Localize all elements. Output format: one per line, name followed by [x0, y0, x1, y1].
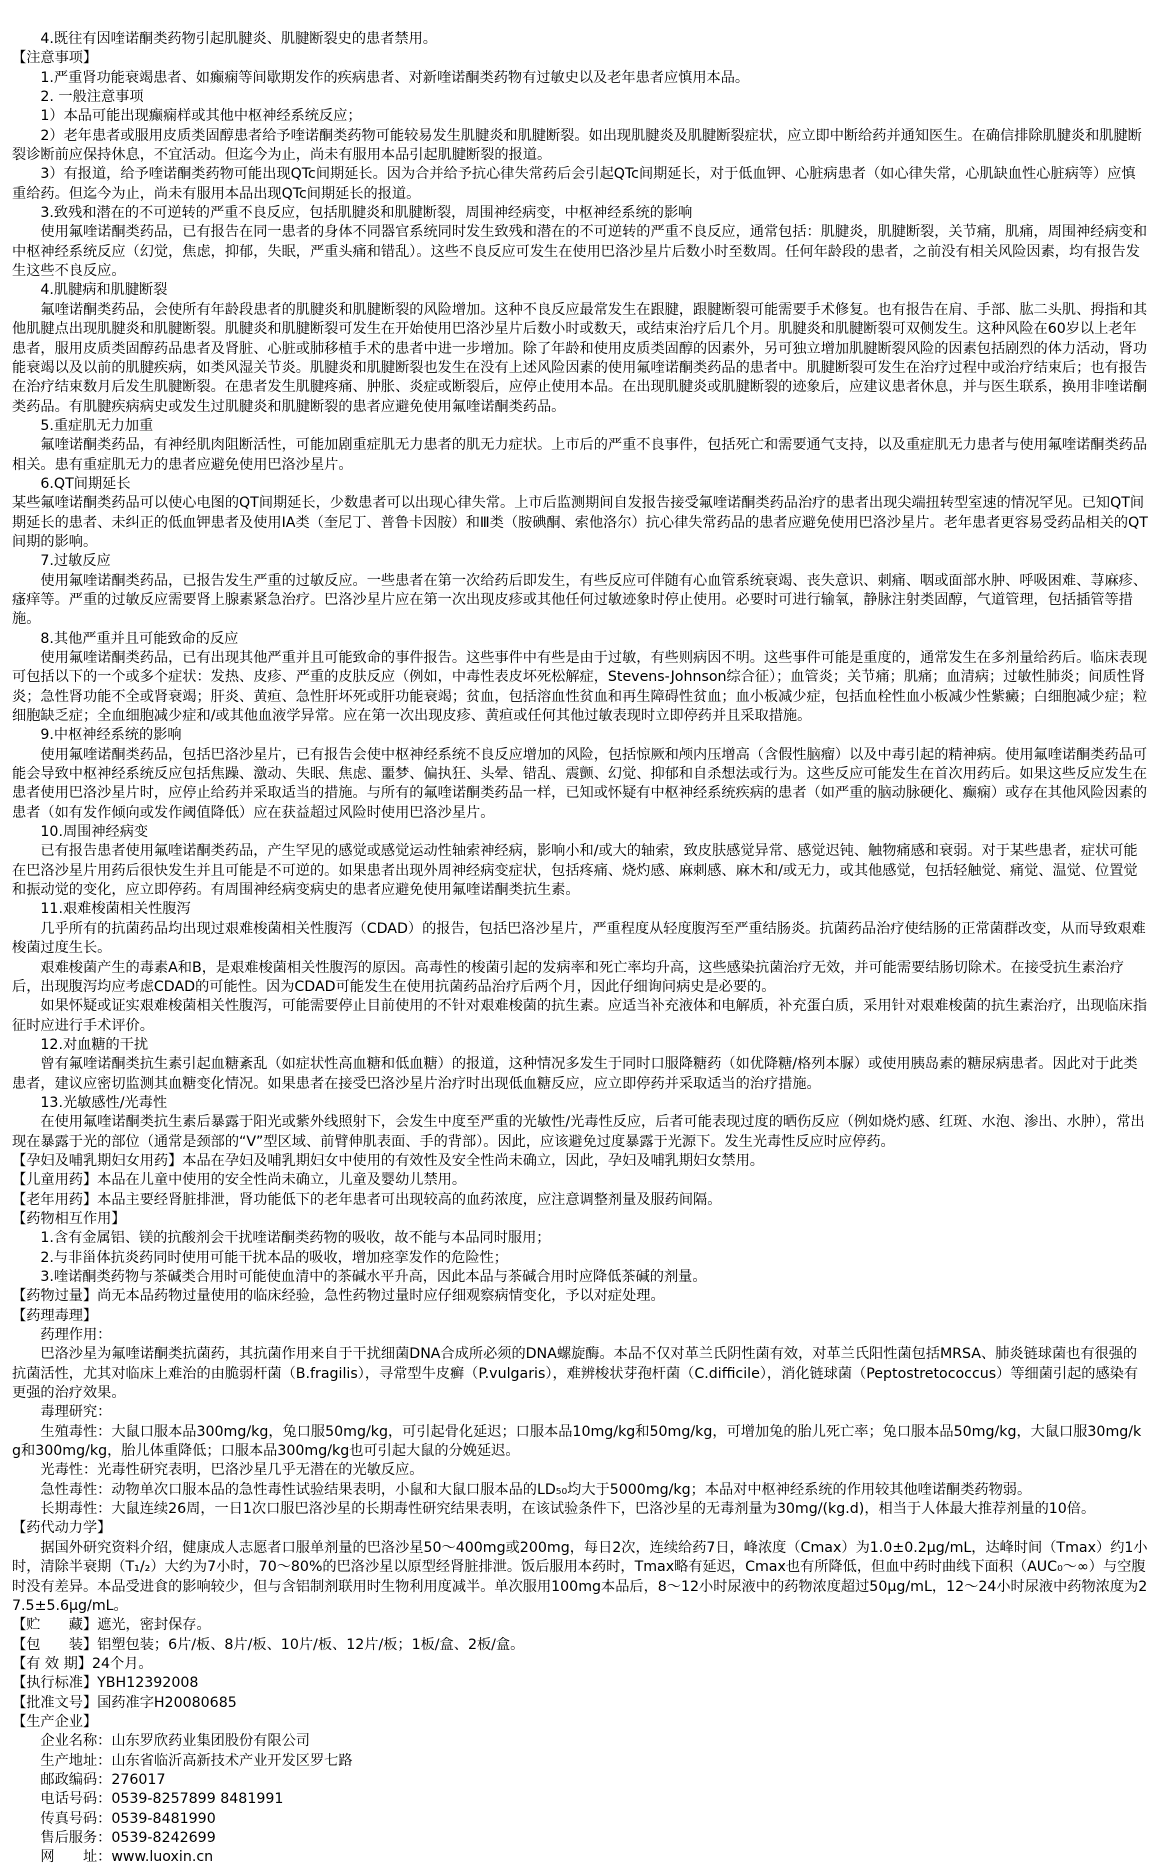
- paragraph: 3.致残和潜在的不可逆转的严重不良反应，包括肌腱炎和肌腱断裂，周围神经病变，中枢神经系统的影响: [40, 205, 693, 222]
- paragraph: 5.重症肌无力加重: [40, 417, 154, 434]
- paragraph: 2. 一般注意事项: [40, 89, 144, 106]
- section-header: 【贮 藏】遮光，密封保存。: [12, 1617, 211, 1634]
- paragraph: 氟喹诺酮类药品，会使所有年龄段患者的肌腱炎和肌腱断裂的风险增加。这种不良反应最常发生在跟腱，跟腱断裂可能需要手术修复。也有报告在肩、手部、肱二头肌、拇指和其他肌腱点出现肌腱炎和肌腱断裂。肌腱炎和肌腱断裂可发生在开始使用巴洛沙星片后数小时或数天，或结束治疗后几个月。肌腱炎和肌腱断裂可双侧发生。这种风险在60岁以上老年患者，服用皮质类固醇药品患者及肾脏、心脏或肺移植手术的患者中进一步增加。除了年龄和使用皮质类固醇的因素外，另可独立增加肌腱断裂风险的因素包括剧烈的体力活动，肾功能衰竭以及以前的肌腱疾病，如类风湿关节炎。肌腱炎和肌腱断裂也发生在没有上述风险因素的使用氟喹诺酮类药品的患者中。肌腱断裂可发生在治疗过程中或治疗结束后；也有报告在治疗结束数月后发生肌腱断裂。在患者发生肌腱疼痛、肿胀、炎症或断裂后，应停止使用本品。在出现肌腱炎或肌腱断裂的迹象后，应建议患者休息，并与医生联系，换用非喹诺酮类药品。有肌腱疾病病史或发生过肌腱炎和肌腱断裂的患者应避免使用氟喹诺酮类药品。: [12, 301, 1148, 415]
- paragraph: 生产地址：山东省临沂高新技术产业开发区罗七路: [40, 1752, 353, 1769]
- section-header: 【药代动力学】: [12, 1520, 112, 1537]
- paragraph: 传真号码：0539-8481990: [40, 1810, 216, 1827]
- paragraph: 1.含有金属铝、镁的抗酸剂会干扰喹诺酮类药物的吸收，故不能与本品同时服用；: [40, 1230, 551, 1247]
- paragraph: 8.其他严重并且可能致命的反应: [40, 630, 239, 647]
- paragraph: 急性毒性：动物单次口服本品的急性毒性试验结果表明，小鼠和大鼠口服本品的LD₅₀均大于5000mg/kg；本品对中枢神经系统的作用较其他喹诺酮类药物弱。: [40, 1481, 1032, 1498]
- paragraph: 11.艰难梭菌相关性腹泻: [40, 901, 191, 918]
- paragraph: 电话号码：0539-8257899 8481991: [40, 1791, 284, 1808]
- paragraph: 某些氟喹诺酮类药品可以使心电图的QT间期延长，少数患者可以出现心律失常。上市后监测期间自发报告接受氟喹诺酮类药品治疗的患者出现尖端扭转型室速的情况罕见。已知QT间期延长的患者、未纠正的低血钾患者及使用IA类（奎尼丁、普鲁卡因胺）和Ⅲ类（胺碘酮、索他洛尔）抗心律失常药品的患者应避免使用巴洛沙星片。老年患者更容易受药品相关的QT间期的影响。: [12, 495, 1148, 550]
- paragraph: 氟喹诺酮类药品，有神经肌肉阻断活性，可能加剧重症肌无力患者的肌无力症状。上市后的严重不良事件，包括死亡和需要通气支持，以及重症肌无力患者与使用氟喹诺酮类药品相关。患有重症肌无力的患者应避免使用巴洛沙星片。: [12, 437, 1148, 473]
- paragraph: 2.与非甾体抗炎药同时使用可能干扰本品的吸收，增加痉挛发作的危险性；: [40, 1249, 508, 1266]
- paragraph: 1）本品可能出现癫痫样或其他中枢神经系统反应；: [40, 108, 362, 125]
- paragraph: 使用氟喹诺酮类药品，已有出现其他严重并且可能致命的事件报告。这些事件中有些是由于过敏，有些则病因不明。这些事件可能是重度的，通常发生在多剂量给药后。临床表现可包括以下的一个或多个症状：发热、皮疹、严重的皮肤反应（例如，中毒性表皮坏死松解症，Stevens-Johnson综合征）；血管炎；关节痛；肌痛；血清病；过敏性肺炎；间质性肾炎；急性肾功能不全或肾衰竭；肝炎、黄疸、急性肝坏死或肝功能衰竭；贫血，包括溶血性贫血和再生障碍性贫血；血小板减少症，包括血栓性血小板减少性紫癜；白细胞减少症；粒细胞缺乏症；全血细胞减少症和/或其他血液学异常。应在第一次出现皮疹、黄疸或任何其他过敏表现时立即停药并且采取措施。: [12, 650, 1148, 725]
- paragraph: 网 址：www.luoxin.cn: [40, 1849, 214, 1866]
- paragraph: 使用氟喹诺酮类药品，已有报告在同一患者的身体不同器官系统同时发生致残和潜在的不可逆转的严重不良反应，通常包括：肌腱炎，肌腱断裂，关节痛，肌痛，周围神经病变和中枢神经系统反应（幻觉，焦虑，抑郁，失眠，严重头痛和错乱）。这些不良反应可发生在使用巴洛沙星片后数小时至数周。任何年龄段的患者，之前没有相关风险因素，均有报告发生这些不良反应。: [12, 224, 1148, 280]
- section-header: 【老年用药】本品主要经肾脏排泄，肾功能低下的老年患者可出现较高的血药浓度，应注意调整剂量及服药间隔。: [12, 1191, 722, 1208]
- section-header: 【药理毒理】: [12, 1307, 98, 1324]
- paragraph: 企业名称：山东罗欣药业集团股份有限公司: [40, 1733, 310, 1750]
- paragraph: 1.严重肾功能衰竭患者、如癫痫等间歇期发作的疾病患者、对新喹诺酮类药物有过敏史以及老年患者应慎用本品。: [40, 69, 750, 86]
- section-header: 【有 效 期】24个月。: [12, 1655, 153, 1672]
- paragraph: 10.周围神经病变: [40, 824, 149, 841]
- paragraph: 售后服务：0539-8242699: [40, 1829, 216, 1846]
- section-header: 【批准文号】国药准字H20080685: [12, 1694, 237, 1711]
- paragraph: 3.喹诺酮类药物与茶碱类合用时可能使血清中的茶碱水平升高，因此本品与茶碱合用时应降低茶碱的剂量。: [40, 1269, 707, 1285]
- paragraph: 13.光敏感性/光毒性: [40, 1094, 168, 1111]
- paragraph: 邮政编码：276017: [40, 1771, 166, 1788]
- paragraph: 药理作用：: [40, 1327, 112, 1344]
- paragraph: 使用氟喹诺酮类药品，包括巴洛沙星片，已有报告会使中枢神经系统不良反应增加的风险，包括惊厥和颅内压增高（含假性脑瘤）以及中毒引起的精神病。使用氟喹诺酮类药品可能会导致中枢神经系统反应包括焦躁、激动、失眠、焦虑、噩梦、偏执狂、头晕、错乱、震颤、幻觉、抑郁和自杀想法或行为。这些反应可能发生在首次用药后。如果这些反应发生在患者使用巴洛沙星片时，应停止给药并采取适当的措施。与所有的氟喹诺酮类药品一样，已知或怀疑有中枢神经系统疾病的患者（如严重的脑动脉硬化、癫痫）或存在其他风险因素的患者（如有发作倾向或发作阈值降低）应在获益超过风险时使用巴洛沙星片。: [12, 746, 1148, 821]
- section-header: 【执行标准】YBH12392008: [12, 1675, 199, 1692]
- paragraph: 艰难梭菌产生的毒素A和B，是艰难梭菌相关性腹泻的原因。高毒性的梭菌引起的发病率和死亡率均升高，这些感染抗菌治疗无效，并可能需要结肠切除术。在接受抗生素治疗后，出现腹泻均应考虑CDAD的可能性。因为CDAD可能发生在使用抗菌药品治疗后两个月，因此仔细询问病史是必要的。: [12, 959, 1124, 995]
- paragraph: 生殖毒性：大鼠口服本品300mg/kg，兔口服50mg/kg，可引起骨化延迟；口服本品10mg/kg和50mg/kg，可增加兔的胎儿死亡率；兔口服本品50mg/kg，大鼠口服30mg/kg和300mg/kg，胎儿体重降低；口服本品300mg/kg也可引起大鼠的分娩延迟。: [12, 1423, 1142, 1460]
- paragraph: 已有报告患者使用氟喹诺酮类药品，产生罕见的感觉或感觉运动性轴索神经病，影响小和/或大的轴索，致皮肤感觉异常、感觉迟钝、触物痛感和衰弱。对于某些患者，症状可能在巴洛沙星片用药后很快发生并且可能是不可逆的。如果患者出现外周神经病变症状，包括疼痛、烧灼感、麻刺感、麻木和/或无力，或其他感觉，包括轻触觉、痛觉、温觉、位置觉和振动觉的变化，应立即停药。有周围神经病变病史的患者应避免使用氟喹诺酮类抗生素。: [12, 843, 1138, 899]
- paragraph: 2）老年患者或服用皮质类固醇患者给予喹诺酮类药物可能较易发生肌腱炎和肌腱断裂。如出现肌腱炎及肌腱断裂症状，应立即中断给药并通知医生。在确信排除肌腱炎和肌腱断裂诊断前应保持休息，不宜活动。但迄今为止，尚未有服用本品引起肌腱断裂的报道。: [12, 127, 1142, 164]
- paragraph: 在使用氟喹诺酮类抗生素后暴露于阳光或紫外线照射下，会发生中度至严重的光敏性/光毒性反应，后者可能表现过度的晒伤反应（例如烧灼感、红斑、水泡、渗出、水肿），常出现在暴露于光的部位（通常是颈部的“V”型区域、前臂伸肌表面、手的背部）。因此，应该避免过度暴露于光源下。发生光毒性反应时应停药。: [12, 1114, 1145, 1150]
- paragraph: 巴洛沙星为氟喹诺酮类抗菌药，其抗菌作用来自于干扰细菌DNA合成所必须的DNA螺旋酶。本品不仅对革兰氏阴性菌有效，对革兰氏阳性菌包括MRSA、肺炎链球菌也有很强的抗菌活性，尤其对临床上难治的由脆弱杆菌（B.fragilis），寻常型牛皮癣（P.vulgaris），难辨梭状芽孢杆菌（C.difficile），消化链球菌（Peptostretococcus）等细菌引起的感染有更强的治疗效果。: [12, 1346, 1139, 1402]
- section-header: 【注意事项】: [12, 50, 98, 67]
- section-header: 【孕妇及哺乳期妇女用药】本品在孕妇及哺乳期妇女中使用的有效性及安全性尚未确立，因此，孕妇及哺乳期妇女禁用。: [12, 1152, 764, 1169]
- paragraph: 如果怀疑或证实艰难梭菌相关性腹泻，可能需要停止目前使用的不针对艰难梭菌的抗生素。应适当补充液体和电解质，补充蛋白质，采用针对艰难梭菌的抗生素治疗，出现临床指征时应进行手术评价。: [12, 998, 1148, 1034]
- paragraph: 曾有氟喹诺酮类抗生素引起血糖紊乱（如症状性高血糖和低血糖）的报道，这种情况多发生于同时口服降糖药（如优降糖/格列本脲）或使用胰岛素的糖尿病患者。因此对于此类患者，建议应密切监测其血糖变化情况。如果患者在接受巴洛沙星片治疗时出现低血糖反应，应立即停药并采取适当的治疗措施。: [12, 1056, 1138, 1092]
- paragraph: 长期毒性：大鼠连续26周，一日1次口服巴洛沙星的长期毒性研究结果表明，在该试验条件下，巴洛沙星的无毒剂量为30mg/(kg.d)，相当于人体最大推荐剂量的10倍。: [40, 1501, 1096, 1518]
- paragraph: 12.对血糖的干扰: [40, 1036, 149, 1053]
- paragraph: 毒理研究：: [40, 1404, 112, 1421]
- paragraph: 3）有报道，给予喹诺酮类药物可能出现QTc间期延长。因为合并给予抗心律失常药后会引起QTc间期延长，对于低血钾、心脏病患者（如心律失常，心肌缺血性心脏病等）应慎重给药。但迄今为止，尚未有服用本品出现QTc间期延长的报道。: [12, 166, 1136, 202]
- paragraph: 使用氟喹诺酮类药品，已报告发生严重的过敏反应。一些患者在第一次给药后即发生，有些反应可伴随有心血管系统衰竭、丧失意识、刺痛、咽或面部水肿、呼吸困难、荨麻疹、瘙痒等。严重的过敏反应需要肾上腺素紧急治疗。巴洛沙星片应在第一次出现皮疹或其他任何过敏迹象时停止使用。必要时可进行输氧，静脉注射类固醇，气道管理，包括插管等措施。: [12, 572, 1148, 628]
- paragraph: 几乎所有的抗菌药品均出现过艰难梭菌相关性腹泻（CDAD）的报告，包括巴洛沙星片，严重程度从轻度腹泻至严重结肠炎。抗菌药品治疗使结肠的正常菌群改变，从而导致艰难梭菌过度生长。: [12, 920, 1146, 957]
- paragraph: 4.既往有因喹诺酮类药物引起肌腱炎、肌腱断裂史的患者禁用。: [40, 31, 437, 47]
- section-header: 【儿童用药】本品在儿童中使用的安全性尚未确立，儿童及婴幼儿禁用。: [12, 1172, 467, 1189]
- section-header: 【药物相互作用】: [12, 1210, 126, 1227]
- section-header: 【包 装】铝塑包装；6片/板、8片/板、10片/板、12片/板；1板/盒、2板/盒。: [12, 1636, 525, 1653]
- paragraph: 7.过敏反应: [40, 553, 111, 570]
- section-header: 【药物过量】尚无本品药物过量使用的临床经验，急性药物过量时应仔细观察病情变化，予以对症处理。: [12, 1288, 665, 1305]
- paragraph: 光毒性：光毒性研究表明，巴洛沙星几乎无潜在的光敏反应。: [40, 1462, 424, 1479]
- paragraph: 4.肌腱病和肌腱断裂: [40, 282, 168, 299]
- section-header: 【生产企业】: [12, 1713, 98, 1730]
- paragraph: 9.中枢神经系统的影响: [40, 727, 182, 744]
- paragraph: 6.QT间期延长: [40, 475, 131, 492]
- paragraph: 据国外研究资料介绍，健康成人志愿者口服单剂量的巴洛沙星50～400mg或200mg，每日2次，连续给药7日，峰浓度（Cmax）为1.0±0.2μg/mL，达峰时间（Tmax）约1小时，清除半衰期（T₁/₂）大约为7小时，70～80%的巴洛沙星以原型经肾脏排泄。饭后服用本药时，Tmax略有延迟，Cmax也有所降低，但血中药时曲线下面积（AUC₀～∞）与空腹时没有差异。本品受进食的影响较少，但与含铝制剂联用时生物利用度减半。单次服用100mg本品后，8～12小时尿液中的药物浓度超过50μg/mL，12～24小时尿液中药物浓度为27.5±5.6μg/mL。: [12, 1539, 1148, 1614]
